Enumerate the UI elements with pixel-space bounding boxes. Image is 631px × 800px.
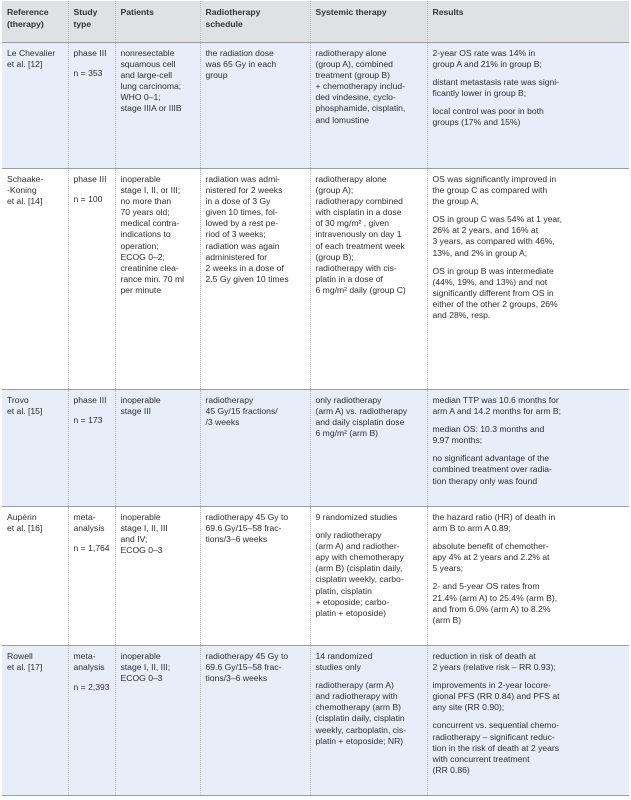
header-reference: Reference (therapy) (2, 1, 68, 43)
cell-text-line: + chemotherapy includ- (315, 81, 406, 92)
cell-text-line: 13%, and 2% in group A; (432, 247, 528, 258)
cell-systemic (310, 646, 427, 796)
cell-text-line: 14 randomized (315, 651, 373, 661)
cell-text-line: radiotherapy combined (315, 196, 403, 207)
trials-table (2, 1, 629, 796)
cell-text-line: riod of 3 weeks; (205, 229, 266, 240)
cell-text-line: n = 1,764 (73, 543, 110, 554)
cell-text-line: (arm A) vs. radiotherapy (315, 406, 408, 417)
cell-text-line: 2 years (relative risk – RR 0.93); (432, 662, 556, 673)
cell-text-line: 69.6 Gy/15–58 frac- (205, 662, 282, 673)
cell-reference (2, 507, 68, 646)
cell-text-line (74, 59, 110, 68)
cell-text-line: and daily cisplatin dose (315, 417, 405, 428)
cell-text-line: administered for (205, 251, 268, 262)
cell-text-line: radiotherapy (205, 395, 254, 405)
cell-text-line: only radiotherapy (315, 530, 382, 541)
table-row (2, 43, 629, 169)
cell-text-line: and 28%, resp. (432, 310, 491, 321)
cell-study-type (68, 507, 115, 646)
cell-text-line: tions/3–6 weeks (205, 534, 268, 545)
cell-text-line: Schaake- (7, 174, 44, 184)
cell-text-line: radiotherapy – significant reduc- (432, 731, 555, 742)
cell-text-line: 26% at 2 years, and 16% at (432, 225, 539, 236)
cell-text-line: n = 100 (73, 194, 103, 205)
cell-radiotherapy (200, 169, 310, 390)
cell-study-type (68, 43, 115, 169)
cell-text-line: 2- and 5-year OS rates from (432, 581, 540, 592)
cell-text-line: of 30 mg/m² , given (315, 218, 390, 229)
cell-text-line: stage III (120, 406, 152, 417)
paragraph-gap (433, 574, 625, 581)
cell-text-line: operation; (120, 240, 159, 251)
cell-text-line: creatinine clea- (120, 262, 179, 273)
cell-text-line: (arm B) (cisplatin daily, (315, 563, 403, 574)
cell-text-line: Le Chevalier (7, 48, 56, 58)
cell-text-line: in a dose of 3 Gy (205, 196, 271, 207)
cell-text-line: and lomustine (315, 114, 370, 125)
cell-text-line: analysis (73, 662, 105, 673)
table-row (2, 646, 629, 796)
cell-systemic (310, 507, 427, 646)
cell-text-line: radiotherapy (arm A) (315, 680, 394, 691)
cell-text-line: the hazard ratio (HR) of death in (432, 512, 556, 522)
cell-text-line: with concurrent treatment (432, 753, 530, 764)
paragraph-gap (433, 673, 625, 680)
cell-text-line: radiotherapy 45 Gy to (205, 512, 289, 522)
cell-text-line: apy 4% at 2 years and 2.2% at (432, 552, 550, 563)
cell-text-line: improvements in 2-year locore- (432, 680, 551, 691)
cell-text-line: lung carcinoma; (120, 81, 182, 92)
cell-text-line (74, 185, 110, 194)
cell-text-line: weekly, carboplatin, cis- (315, 724, 407, 735)
cell-text-line: meta- (73, 512, 96, 522)
cell-radiotherapy (200, 507, 310, 646)
cell-text-line: WHO 0–1; (120, 92, 161, 103)
cell-text-line: + etoposide; carbo- (315, 596, 390, 607)
cell-text-line: and radiotherapy with (315, 691, 398, 702)
cell-text-line: platin + etoposide; NR) (315, 735, 404, 746)
cell-text-line: inoperable (120, 512, 161, 522)
cell-text-line: cisplatin weekly, carbo- (315, 574, 404, 585)
cell-text-line (74, 673, 110, 682)
paragraph-gap (316, 673, 422, 680)
cell-patients (115, 507, 200, 646)
cell-text-line: (cisplatin daily, cisplatin (315, 713, 405, 724)
cell-text-line: local control was poor in both (432, 106, 544, 117)
cell-text-line: (group A); (315, 185, 354, 196)
cell-text-line: rance min. 70 ml (120, 273, 185, 284)
cell-text-line: gional PFS (RR 0.84) and PFS at (432, 691, 560, 702)
cell-text-line: tion in the risk of death at 2 years (432, 742, 560, 753)
paragraph-gap (433, 70, 625, 77)
cell-text-line: stage I, II, III; (120, 662, 171, 673)
cell-text-line: (group B); (315, 251, 354, 262)
cell-systemic (310, 390, 427, 507)
cell-text-line: squamous cell (120, 59, 176, 70)
cell-text-line: significantly different from OS in (432, 287, 554, 298)
cell-reference (2, 646, 68, 796)
cell-text-line: the group C as compared with (432, 185, 548, 196)
cell-text-line: phase III (73, 395, 107, 405)
table-body (2, 43, 629, 796)
cell-text-line: 70 years old; (120, 207, 170, 218)
cell-text-line: combined treatment over radia- (432, 464, 552, 475)
cell-text-line: stage IIIA or IIIB (120, 103, 182, 114)
cell-text-line: Rowell (7, 651, 33, 661)
cell-study-type (68, 390, 115, 507)
cell-text-line: inoperable (120, 395, 161, 405)
cell-text-line: arm A and 14.2 months for arm B; (432, 406, 561, 417)
paragraph-gap (433, 259, 625, 266)
cell-text-line: no significant advantage of the (432, 453, 550, 464)
cell-text-line: 21.4% (arm A) to 25.4% (arm B), (432, 592, 558, 603)
cell-radiotherapy (200, 646, 310, 796)
paragraph-gap (433, 713, 625, 720)
cell-text-line: phase III (73, 48, 107, 58)
paragraph-gap (433, 417, 625, 424)
header-patients: Patients (115, 1, 200, 43)
cell-text-line: indications to (120, 229, 171, 240)
cell-text-line: tion therapy only was found (432, 475, 538, 486)
cell-text-line: inoperable (120, 174, 161, 184)
table-row (2, 390, 629, 507)
cell-text-line: stage I, II, III (120, 523, 168, 534)
table-header (2, 1, 629, 43)
cell-text-line: 2 weeks in a dose of (205, 262, 284, 273)
paragraph-gap (316, 523, 422, 530)
cell-text-line: platin, cisplatin (315, 585, 372, 596)
cell-text-line: the radiation dose (205, 48, 274, 58)
cell-text-line: reduction in risk of death at (432, 651, 536, 661)
cell-text-line: and IV; (120, 534, 148, 545)
cell-text-line: 9 randomized studies (315, 512, 398, 522)
cell-text-line: -Koning (7, 185, 37, 196)
cell-text-line: meta- (73, 651, 96, 661)
cell-text-line: phosphamide, cisplatin, (315, 103, 406, 114)
header-results: Results (427, 1, 629, 43)
cell-text-line: was 65 Gy in each (205, 59, 277, 70)
table-row (2, 507, 629, 646)
cell-text-line: OS in group C was 54% at 1 year, (432, 214, 562, 225)
cell-text-line: n = 353 (73, 68, 103, 79)
cell-study-type (68, 169, 115, 390)
header-row (2, 1, 629, 43)
cell-systemic (310, 169, 427, 390)
cell-text-line: group A and 21% in group B; (432, 59, 542, 70)
cell-text-line: either of the other 2 groups, 26% (432, 298, 558, 309)
cell-text-line: group (205, 70, 228, 81)
header-radiotherapy: Radiotherapy schedule (200, 1, 310, 43)
cell-text-line: /3 weeks (205, 417, 240, 428)
cell-patients (115, 169, 200, 390)
cell-text-line: Aupérin (7, 512, 37, 522)
cell-radiotherapy (200, 43, 310, 169)
cell-systemic (310, 43, 427, 169)
cell-text-line: analysis (73, 523, 105, 534)
cell-text-line: the group A; (432, 196, 479, 207)
cell-text-line: OS was significantly improved in (432, 174, 557, 184)
cell-results (427, 43, 629, 169)
cell-text-line: (arm A) and radiother- (315, 541, 400, 552)
cell-text-line: 69.6 Gy/15–58 frac- (205, 523, 282, 534)
cell-text-line: inoperable (120, 651, 161, 661)
cell-text-line: of each treatment week (315, 240, 405, 251)
table-row (2, 169, 629, 390)
cell-study-type (68, 646, 115, 796)
cell-text-line: only radiotherapy (315, 395, 382, 405)
cell-text-line: et al. [14] (7, 196, 43, 207)
paragraph-gap (433, 446, 625, 453)
paragraph-gap (433, 99, 625, 106)
cell-text-line: 45 Gy/15 fractions/ (205, 406, 278, 417)
cell-text-line: radiation was again (205, 240, 280, 251)
cell-text-line: tions/3–6 weeks (205, 673, 268, 684)
cell-text-line: stage I, II, or III; (120, 185, 181, 196)
cell-results (427, 390, 629, 507)
cell-text-line: radiotherapy alone (315, 48, 387, 58)
paragraph-gap (433, 207, 625, 214)
cell-text-line: median OS: 10.3 months and (432, 424, 545, 435)
cell-text-line: (44%, 19%, and 13%) and not (432, 276, 548, 287)
cell-text-line: et al. [15] (7, 406, 43, 417)
cell-text-line: with cisplatin in a dose (315, 207, 402, 218)
cell-text-line: arm B to arm A 0.89; (432, 523, 511, 534)
cell-text-line: treatment (group B) (315, 70, 391, 81)
header-systemic: Systemic therapy (310, 1, 427, 43)
cell-text-line: 9.97 months; (432, 435, 483, 446)
cell-text-line (74, 406, 110, 415)
cell-text-line: platin + etoposide) (315, 607, 386, 618)
paragraph-gap (433, 534, 625, 541)
cell-text-line: apy with chemotherapy (315, 552, 404, 563)
cell-text-line: 2-year OS rate was 14% in (432, 48, 536, 58)
cell-text-line: per minute (120, 284, 162, 295)
cell-text-line: medical contra- (120, 218, 180, 229)
cell-text-line: median TTP was 10.6 months for (432, 395, 559, 405)
cell-text-line: absolute benefit of chemother- (432, 541, 549, 552)
cell-reference (2, 169, 68, 390)
cell-patients (115, 646, 200, 796)
cell-text-line: 6 mg/m² (arm B) (315, 428, 379, 439)
cell-reference (2, 390, 68, 507)
cell-text-line: and from 6.0% (arm A) to 8.2% (432, 603, 551, 614)
cell-text-line: nistered for 2 weeks (205, 185, 283, 196)
cell-text-line: ECOG 0–3 (120, 545, 163, 556)
cell-radiotherapy (200, 390, 310, 507)
cell-results (427, 646, 629, 796)
cell-text-line: ECOG 0–3 (120, 673, 163, 684)
cell-text-line: platin in a dose of (315, 273, 383, 284)
cell-text-line: chemotherapy (arm B) (315, 702, 401, 713)
cell-patients (115, 390, 200, 507)
cell-text-line: radiotherapy alone (315, 174, 387, 184)
cell-text-line (74, 534, 110, 543)
cell-text-line: ded vindesine, cyclo- (315, 92, 396, 103)
cell-text-line: (RR 0.86) (432, 764, 470, 775)
cell-text-line: radiotherapy 45 Gy to (205, 651, 289, 661)
cell-text-line: phase III (73, 174, 107, 184)
cell-results (427, 507, 629, 646)
cell-text-line: et al. [12] (7, 59, 43, 70)
cell-text-line: intravenously on day 1 (315, 229, 402, 240)
cell-text-line: 2.5 Gy given 10 times (205, 273, 289, 284)
cell-text-line: radiation was admi- (205, 174, 281, 184)
cell-text-line: et al. [16] (7, 523, 43, 534)
cell-text-line: groups (17% and 15%) (432, 117, 521, 128)
cell-text-line: (group A), combined (315, 59, 393, 70)
cell-text-line: ficantly lower in group B; (432, 88, 527, 99)
cell-text-line: and large-cell (120, 70, 173, 81)
cell-text-line: 6 mg/m² daily (group C) (315, 284, 406, 295)
cell-text-line: no more than (120, 196, 172, 207)
cell-results (427, 169, 629, 390)
cell-text-line: (arm B) (432, 614, 462, 625)
header-study-type: Study type (68, 1, 115, 43)
cell-text-line: ECOG 0–2; (120, 251, 165, 262)
cell-text-line: 5 years; (432, 563, 464, 574)
cell-patients (115, 43, 200, 169)
cell-text-line: OS in group B was intermediate (432, 265, 554, 276)
cell-text-line: concurrent vs. sequential chemo- (432, 720, 560, 731)
cell-text-line: Trovo (7, 395, 29, 405)
cell-text-line: distant metastasis rate was signi- (432, 77, 560, 88)
cell-text-line: given 10 times, fol- (205, 207, 278, 218)
cell-text-line: n = 173 (73, 415, 103, 426)
cell-text-line: nonresectable (120, 48, 175, 58)
cell-text-line: 3 years, as compared with 46%, (432, 236, 555, 247)
cell-text-line: lowed by a rest pe- (205, 218, 279, 229)
cell-text-line: radiotherapy with cis- (315, 262, 397, 273)
cell-text-line: studies only (315, 662, 361, 673)
cell-text-line: n = 2,393 (73, 682, 110, 693)
cell-text-line: any site (RR 0.90); (432, 702, 505, 713)
cell-reference (2, 43, 68, 169)
cell-text-line: et al. [17] (7, 662, 43, 673)
